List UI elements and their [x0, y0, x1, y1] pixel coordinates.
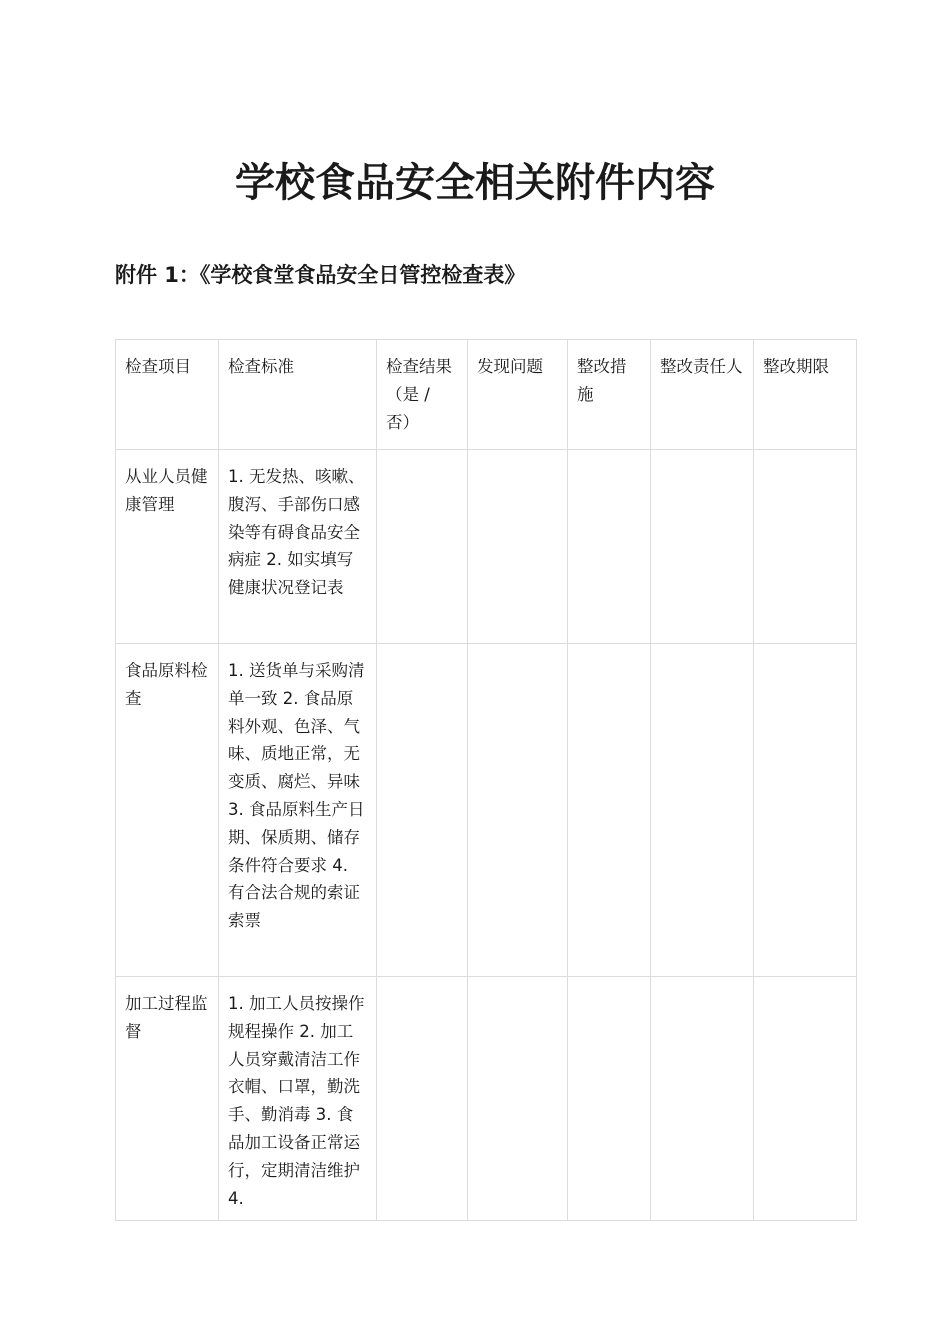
header-problems-found: 发现问题 — [468, 340, 568, 450]
cell-responsible — [651, 450, 754, 644]
cell-responsible — [651, 977, 754, 1221]
header-inspection-standard: 检查标准 — [219, 340, 377, 450]
cell-responsible — [651, 644, 754, 977]
table-header-row — [116, 340, 857, 450]
header-inspection-result: 检查结果（是 / 否） — [377, 340, 468, 450]
header-inspection-item: 检查项目 — [116, 340, 219, 450]
cell-result — [377, 977, 468, 1221]
document-title: 学校食品安全相关附件内容 — [235, 160, 715, 206]
cell-standard: 1. 无发热、咳嗽、腹泻、手部伤口感染等有碍食品安全病症 2. 如实填写健康状况登记表 — [219, 450, 377, 644]
inspection-table — [115, 339, 857, 1221]
cell-measure — [568, 450, 651, 644]
header-deadline: 整改期限 — [754, 340, 857, 450]
cell-item: 加工过程监督 — [116, 977, 219, 1221]
cell-problem — [468, 644, 568, 977]
cell-deadline — [754, 644, 857, 977]
table-row — [116, 450, 857, 644]
cell-deadline — [754, 977, 857, 1221]
header-responsible-person: 整改责任人 — [651, 340, 754, 450]
cell-standard: 1. 加工人员按操作规程操作 2. 加工人员穿戴清洁工作衣帽、口罩，勤洗手、勤消毒 3. 食品加工设备正常运行，定期清洁维护 4. — [219, 977, 377, 1221]
table-row — [116, 977, 857, 1221]
attachment-heading: 附件 1：《学校食堂食品安全日管控检查表》 — [115, 263, 526, 287]
header-corrective-measures: 整改措施 — [568, 340, 651, 450]
cell-standard: 1. 送货单与采购清单一致 2. 食品原料外观、色泽、气味、质地正常，无变质、腐烂、异味 3. 食品原料生产日期、保质期、储存条件符合要求 4. 有合法合规的索证索票 — [219, 644, 377, 977]
cell-measure — [568, 977, 651, 1221]
cell-result — [377, 644, 468, 977]
cell-measure — [568, 644, 651, 977]
cell-item: 食品原料检查 — [116, 644, 219, 977]
cell-problem — [468, 977, 568, 1221]
cell-problem — [468, 450, 568, 644]
cell-deadline — [754, 450, 857, 644]
cell-item: 从业人员健康管理 — [116, 450, 219, 644]
table-row — [116, 644, 857, 977]
cell-result — [377, 450, 468, 644]
